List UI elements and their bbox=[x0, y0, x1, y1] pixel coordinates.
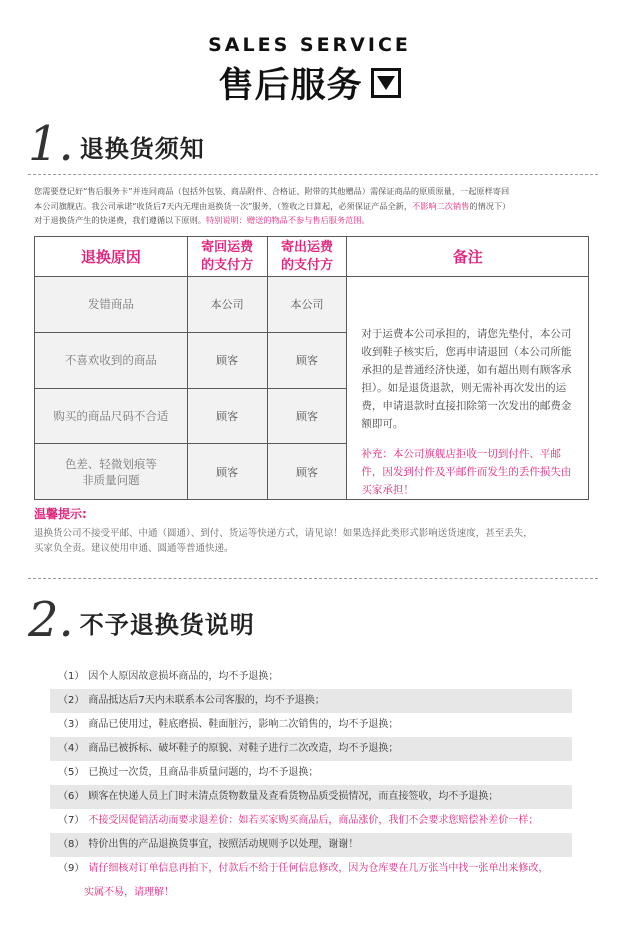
intro-line-3: 对于退换货产生的快递费，我们遵循以下原则。特别说明：赠送的物品不参与售后服务范围。 bbox=[34, 215, 370, 225]
page-header bbox=[0, 0, 619, 110]
section2-divider bbox=[28, 578, 598, 579]
section1-title: 退换货须知 bbox=[79, 135, 205, 163]
intro-line-1: 您需要登记好“售后服务卡”并连同商品（包括外包装、商品附件、合格证、附带的其他赠品）需保证商品的原质原量，一起原样寄回 bbox=[34, 186, 510, 196]
list-item: （1） 因个人原因故意损坏商品的，均不予退换； bbox=[58, 671, 279, 682]
cell-reason: 购买的商品尺码不合适 bbox=[35, 388, 188, 444]
header-note: 备注 bbox=[347, 237, 589, 277]
triangle-down-icon bbox=[371, 68, 401, 98]
list-item: （2） 商品抵达后7天内未联系本公司客服的，均不予退换； bbox=[50, 689, 572, 713]
header-send-fee: 寄出运费 的支付方 bbox=[267, 237, 347, 277]
section1-intro bbox=[34, 184, 594, 228]
cell-reason: 色差、轻微划痕等 非质量问题 bbox=[35, 444, 188, 500]
table-row bbox=[35, 277, 589, 333]
cell-reason: 不喜欢收到的商品 bbox=[35, 332, 188, 388]
no-return-list bbox=[50, 665, 572, 905]
section2-number: 2. bbox=[28, 592, 74, 648]
tips-text: 退换货公司不接受平邮、中通（圆通）、到付、货运等快递方式，请见谅！如果选择此类形式影响送货速度，甚至丢失， 买家负全责。建议使用申通、圆通等普通快递。 bbox=[34, 528, 533, 554]
header-cn-row bbox=[0, 58, 619, 108]
list-item: （7） 不接受因促销活动而要求退差价：如若买家购买商品后，商品涨价，我们不会要求您赔偿补差价一样； bbox=[58, 815, 539, 826]
note-main: 对于运费本公司承担的，请您先垫付，本公司收到鞋子核实后，您再申请退回（本公司所能承担的是普通经济快递，如有超出则有顾客承担）。如是退货退款，则无需补再次发出的运费，申请退款时直接扣除第一次发出的邮费金额即可。 bbox=[361, 328, 572, 430]
list-item: （6） 顾客在快递人员上门时未清点货物数量及查看货物品质受损情况，而直接签收，均不予退换； bbox=[50, 785, 572, 809]
header-cn-title: 售后服务 bbox=[218, 66, 363, 106]
section1-divider bbox=[28, 174, 598, 175]
list-item: （8） 特价出售的产品退换货事宜，按照活动规则予以处理，谢谢！ bbox=[50, 833, 572, 857]
cell-note bbox=[347, 277, 589, 500]
cell-return-pay: 本公司 bbox=[187, 277, 267, 333]
intro-highlight: 不影响二次销售 bbox=[412, 200, 470, 211]
cell-send-pay: 顾客 bbox=[267, 332, 347, 388]
table-header-row bbox=[35, 237, 589, 277]
intro-special-note: 特别说明：赠送的物品不参与售后服务范围。 bbox=[205, 215, 370, 225]
section1-heading bbox=[28, 116, 205, 172]
note-supplement: 补充：本公司旗舰店拒收一切到付件、平邮件，因发到付件及平邮件而发生的丢件损失由买家承担！ bbox=[361, 448, 572, 496]
list-item: （4） 商品已被拆标、破坏鞋子的原貌、对鞋子进行二次改造，均不予退换； bbox=[50, 737, 572, 761]
cell-return-pay: 顾客 bbox=[187, 332, 267, 388]
cell-send-pay: 顾客 bbox=[267, 388, 347, 444]
section2-title: 不予退换货说明 bbox=[79, 611, 255, 639]
header-return-fee: 寄回运费 的支付方 bbox=[187, 237, 267, 277]
intro-line-2: 本公司旗舰店。我公司承诺“收货后7天内无理由退换货一次”服务，（签收之日算起，必须保证产品全新，不影响二次销售的情况下） bbox=[34, 200, 511, 211]
return-fee-table bbox=[34, 236, 589, 500]
tips-title: 温馨提示: bbox=[34, 507, 87, 521]
tips-block bbox=[34, 505, 594, 556]
cell-send-pay: 本公司 bbox=[267, 277, 347, 333]
header-en-title: SALES SERVICE bbox=[208, 34, 411, 56]
list-item: （3） 商品已使用过，鞋底磨损、鞋面脏污，影响二次销售的，均不予退换； bbox=[58, 719, 399, 730]
list-item: （5） 已换过一次货，且商品非质量问题的，均不予退换； bbox=[58, 767, 319, 778]
section1-number: 1. bbox=[28, 116, 74, 172]
cell-reason: 发错商品 bbox=[35, 277, 188, 333]
cell-return-pay: 顾客 bbox=[187, 444, 267, 500]
cell-return-pay: 顾客 bbox=[187, 388, 267, 444]
section2-heading bbox=[28, 592, 255, 648]
list-item: （9） 请仔细核对订单信息再拍下，付款后不给于任何信息修改，因为仓库要在几万张当中找一张单出来修改， 实属不易，请理解！ bbox=[58, 863, 549, 898]
cell-send-pay: 顾客 bbox=[267, 444, 347, 500]
header-reason: 退换原因 bbox=[35, 237, 188, 277]
